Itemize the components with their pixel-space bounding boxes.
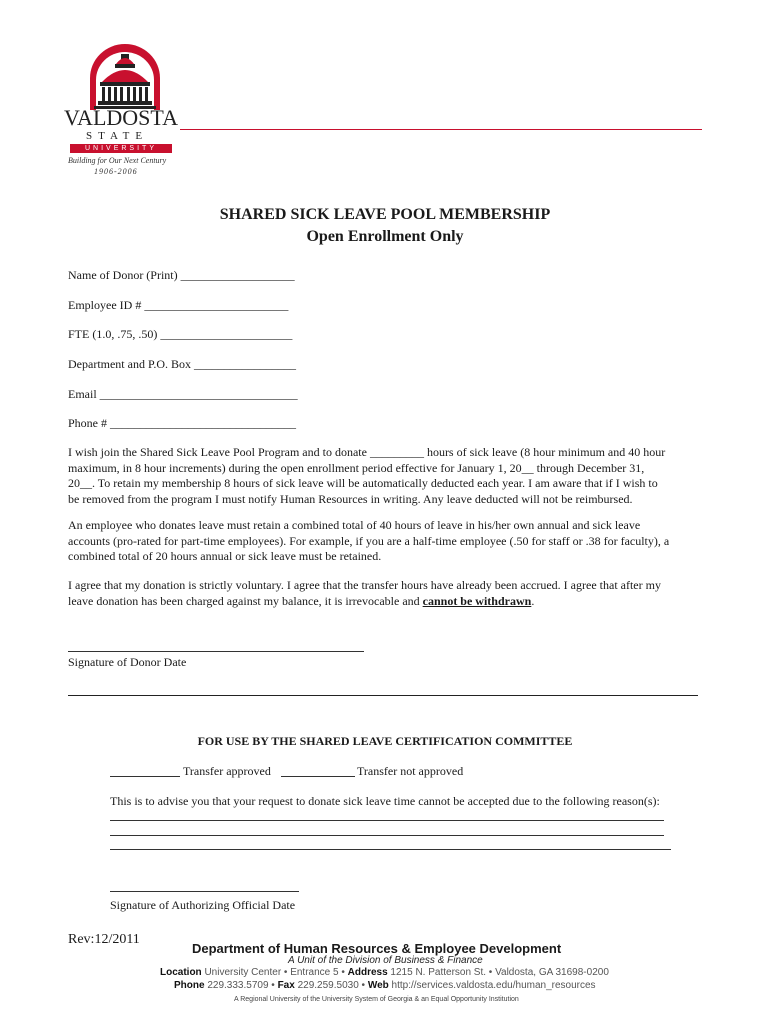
paragraph-line: accounts (pro-rated for part-time employees). For example, if you are a half-time employee (.50 for staff or .38 for faculty), a [68, 533, 670, 548]
logo-wordmark: VALDOSTA [64, 105, 178, 130]
transfer-not-approved-label: Transfer not approved [357, 764, 464, 778]
logo-university-banner: UNIVERSITY [70, 144, 172, 153]
transfer-not-approved-blank[interactable] [281, 776, 355, 777]
committee-section-title: FOR USE BY THE SHARED LEAVE CERTIFICATION COMMITTEE [197, 734, 573, 748]
footer-fax-value: 229.259.5030 • [297, 980, 366, 991]
paragraph-line: combined total of 20 hours annual or sick leave must be retained. [68, 549, 382, 563]
reason-line[interactable] [110, 849, 671, 850]
paragraph-text: leave donation has been charged against my balance, it is irrevocable and [68, 593, 423, 608]
email-field[interactable]: Email _________________________________ [68, 387, 298, 401]
logo-years: 1906-2006 [94, 167, 138, 176]
footer-address-label: Address [347, 967, 388, 978]
footer-web-link[interactable]: http://services.valdosta.edu/human_resources [391, 980, 596, 991]
enrollment-paragraph [68, 445, 708, 507]
revision-label: Rev:12/2011 [68, 932, 140, 947]
agreement-paragraph [68, 578, 708, 609]
department-field[interactable]: Department and P.O. Box _________________ [68, 357, 296, 371]
transfer-decision-row [110, 764, 670, 780]
dome-building-icon [86, 44, 164, 112]
paragraph-line [68, 594, 708, 610]
advise-text: This is to advise you that your request to donate sick leave time cannot be accepted due to the following reason(s): [110, 794, 660, 808]
donor-signature-label: Signature of Donor Date [68, 655, 187, 669]
header-rule [180, 129, 702, 130]
page-title: SHARED SICK LEAVE POOL MEMBERSHIP [219, 206, 551, 223]
footer-department: Department of Human Resources & Employee Development [192, 941, 562, 956]
paragraph-line: be removed from the program I must notify Human Resources in writing. Any leave deducted will not be reimbursed. [68, 491, 633, 506]
page-subtitle: Open Enrollment Only [306, 228, 464, 245]
footer-fax-label: Fax [277, 980, 295, 991]
logo-tagline: Building for Our Next Century [68, 156, 167, 165]
official-signature-line[interactable] [110, 891, 299, 892]
cannot-be-withdrawn-emphasis: cannot be withdrawn [422, 593, 532, 608]
paragraph-line: maximum, in 8 hour increments) during the open enrollment period effective for January 1, 20__ through December 31, [68, 460, 645, 475]
paragraph-line: I wish join the Shared Sick Leave Pool Program and to donate _________ hours of sick leave (8 hour minimum and 40 hour [68, 445, 666, 459]
footer-phone-label: Phone [174, 980, 205, 991]
fte-field[interactable]: FTE (1.0, .75, .50) ______________________ [68, 327, 293, 341]
section-divider [68, 695, 698, 696]
university-logo [64, 44, 188, 180]
donor-signature-line[interactable] [68, 651, 364, 652]
footer-address-value: 1215 N. Patterson St. • Valdosta, GA 31698-0200 [390, 967, 609, 978]
transfer-approved-blank[interactable] [110, 776, 180, 777]
transfer-approved-label: Transfer approved [183, 764, 271, 778]
logo-state: STATE [86, 130, 149, 142]
employee-id-field[interactable]: Employee ID # ________________________ [68, 298, 289, 312]
phone-field[interactable]: Phone # _______________________________ [68, 416, 296, 430]
footer-web-label: Web [367, 980, 389, 991]
donor-name-field[interactable]: Name of Donor (Print) ___________________ [68, 268, 295, 282]
footer-phone-value: 229.333.5709 • [207, 980, 275, 991]
official-signature-label: Signature of Authorizing Official Date [110, 898, 296, 912]
footer-unit: A Unit of the Division of Business & Finance [288, 955, 483, 966]
footer-regional-note: A Regional University of the University System of Georgia & an Equal Opportunity Institution [234, 996, 519, 1003]
paragraph-line: I agree that my donation is strictly voluntary. I agree that the transfer hours have already been accrued. I agree that after my [68, 578, 661, 592]
footer-location-line [160, 967, 609, 979]
retention-paragraph [68, 518, 708, 565]
footer-location-label: Location [160, 967, 202, 978]
footer-contact-line [174, 980, 596, 992]
paragraph-line: An employee who donates leave must retain a combined total of 40 hours of leave in his/her own annual and sick leave [68, 518, 641, 532]
paragraph-line: 20__. To retain my membership 8 hours of sick leave will be automatically deducted each year. I am aware that if I wish to [68, 476, 658, 490]
footer-location-value: University Center • Entrance 5 • [204, 967, 345, 978]
reason-line[interactable] [110, 835, 664, 836]
reason-line[interactable] [110, 820, 664, 821]
paragraph-text: . [531, 593, 535, 608]
